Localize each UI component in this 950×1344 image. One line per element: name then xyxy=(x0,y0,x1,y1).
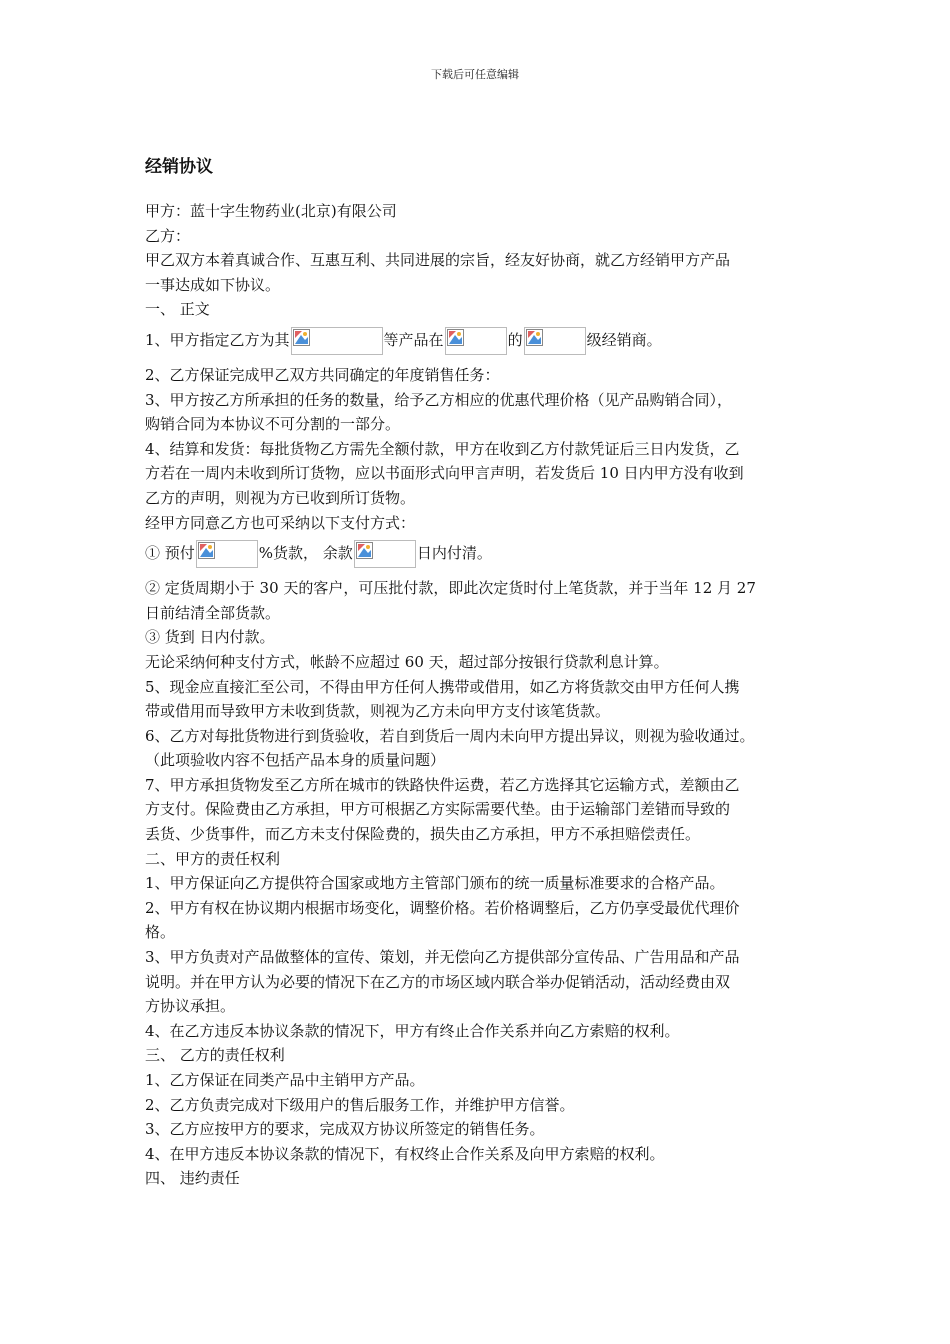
clause-3: 3、甲方按乙方所承担的任务的数量，给予乙方相应的优惠代理价格（见产品购销合同）， xyxy=(145,390,733,409)
clause-6-cont: （此项验收内容不包括产品本身的质量问题） xyxy=(145,751,446,770)
clause-4: 4、结算和发货：每批货物乙方需先全额付款，甲方在收到乙方付款凭证后三日内发货，乙 xyxy=(145,439,740,458)
party-a-clause-1: 1、甲方保证向乙方提供符合国家或地方主管部门颁布的统一质量标准要求的合格产品。 xyxy=(145,874,725,893)
payment-option-2-cont: 日前结清全部货款。 xyxy=(145,603,281,622)
payment-option-1-text: ① 预付 xyxy=(145,544,195,563)
broken-image-icon xyxy=(526,329,543,346)
clause-7-cont: 丢货、少货事件，而乙方未支付保险费的，损失由乙方承担，甲方不承担赔偿责任。 xyxy=(145,825,701,844)
section-heading-4: 四、 违约责任 xyxy=(145,1169,240,1188)
region-field[interactable] xyxy=(445,327,507,355)
payment-note: 无论采纳何种支付方式，帐龄不应超过 60 天，超过部分按银行贷款利息计算。 xyxy=(145,652,669,671)
payment-option-1-text: %货款， 余款 xyxy=(258,544,353,563)
clause-5-cont: 带或借用而导致甲方未收到货款，则视为乙方未向甲方支付该笔货款。 xyxy=(145,702,611,721)
product-field[interactable] xyxy=(291,327,383,355)
party-b-clause-1: 1、乙方保证在同类产品中主销甲方产品。 xyxy=(145,1071,425,1089)
clause-4-cont: 乙方的声明，则视为方已收到所订货物。 xyxy=(145,488,416,507)
clause-1-text: 级经销商。 xyxy=(586,330,662,349)
payment-option-2: ② 定货周期小于 30 天的客户，可压批付款，即此次定货时付上笔货款，并于当年 12 月 27 xyxy=(145,579,756,598)
prepay-percent-field[interactable] xyxy=(196,540,258,568)
party-b-clause-2: 2、乙方负责完成对下级用户的售后服务工作，并维护甲方信誉。 xyxy=(145,1095,575,1114)
broken-image-icon xyxy=(293,329,310,346)
party-a-clause-4: 4、在乙方违反本协议条款的情况下，甲方有终止合作关系并向乙方索赔的权利。 xyxy=(145,1021,680,1040)
section-heading-3: 三、 乙方的责任权利 xyxy=(145,1046,285,1065)
section-heading-1: 一、 正文 xyxy=(145,300,210,319)
paragraph-line: 甲乙双方本着真诚合作、互惠互利、共同进展的宗旨，经友好协商，就乙方经销甲方产品 xyxy=(145,251,731,270)
party-a-clause-3-cont: 方协议承担。 xyxy=(145,997,236,1016)
clause-6: 6、乙方对每批货物进行到货验收，若自到货后一周内未向甲方提出异议，则视为验收通过。 xyxy=(145,726,755,745)
party-a-clause-3-cont: 说明。并在甲方认为必要的情况下在乙方的市场区域内联合举办促销活动，活动经费由双 xyxy=(145,972,731,991)
clause-1-text: 等产品在 xyxy=(383,330,444,349)
party-b-clause-3: 3、乙方应按甲方的要求，完成双方协议所签定的销售任务。 xyxy=(145,1120,545,1139)
party-b: 乙方： xyxy=(145,226,191,245)
level-field[interactable] xyxy=(524,327,586,355)
party-a-clause-2: 2、甲方有权在协议期内根据市场变化，调整价格。若价格调整后，乙方仍享受最优代理价 xyxy=(145,898,740,917)
clause-1-text: 的 xyxy=(507,330,523,349)
clause-5: 5、现金应直接汇至公司，不得由甲方任何人携带或借用，如乙方将货款交由甲方任何人携 xyxy=(145,677,740,696)
clause-1-text: 1、甲方指定乙方为其 xyxy=(145,330,290,349)
clause-2: 2、乙方保证完成甲乙双方共同确定的年度销售任务： xyxy=(145,365,500,384)
balance-days-field[interactable] xyxy=(354,540,416,568)
clause-7-cont: 方支付。保险费由乙方承担，甲方可根据乙方实际需要代垫。由于运输部门差错而导致的 xyxy=(145,800,731,819)
broken-image-icon xyxy=(198,542,215,559)
clause-3-cont: 购销合同为本协议不可分割的一部分。 xyxy=(145,415,401,434)
clause-7: 7、甲方承担货物发至乙方所在城市的铁路快件运费，若乙方选择其它运输方式，差额由乙 xyxy=(145,775,740,794)
clause-1-line xyxy=(145,322,825,359)
party-a-clause-3: 3、甲方负责对产品做整体的宣传、策划，并无偿向乙方提供部分宣传品、广告用品和产品 xyxy=(145,948,740,967)
party-a-clause-2-cont: 格。 xyxy=(145,923,176,942)
broken-image-icon xyxy=(447,329,464,346)
payment-intro: 经甲方同意乙方也可采纳以下支付方式： xyxy=(145,513,416,532)
document-title: 经销协议 xyxy=(145,157,213,177)
payment-option-1 xyxy=(145,535,825,572)
party-a: 甲方：蓝十字生物药业(北京)有限公司 xyxy=(145,202,397,220)
payment-option-3: ③ 货到 日内付款。 xyxy=(145,628,275,647)
clause-4-cont: 方若在一周内未收到所订货物，应以书面形式向甲言声明，若发货后 10 日内甲方没有收到 xyxy=(145,464,744,483)
broken-image-icon xyxy=(356,542,373,559)
paragraph-line: 一事达成如下协议。 xyxy=(145,275,281,294)
party-b-clause-4: 4、在甲方违反本协议条款的情况下，有权终止合作关系及向甲方索赔的权利。 xyxy=(145,1144,665,1163)
page-header: 下载后可任意编辑 xyxy=(431,68,519,81)
document-body xyxy=(145,199,825,1191)
payment-option-1-text: 日内付清。 xyxy=(416,544,492,563)
section-heading-2: 二、甲方的责任权利 xyxy=(145,849,281,868)
